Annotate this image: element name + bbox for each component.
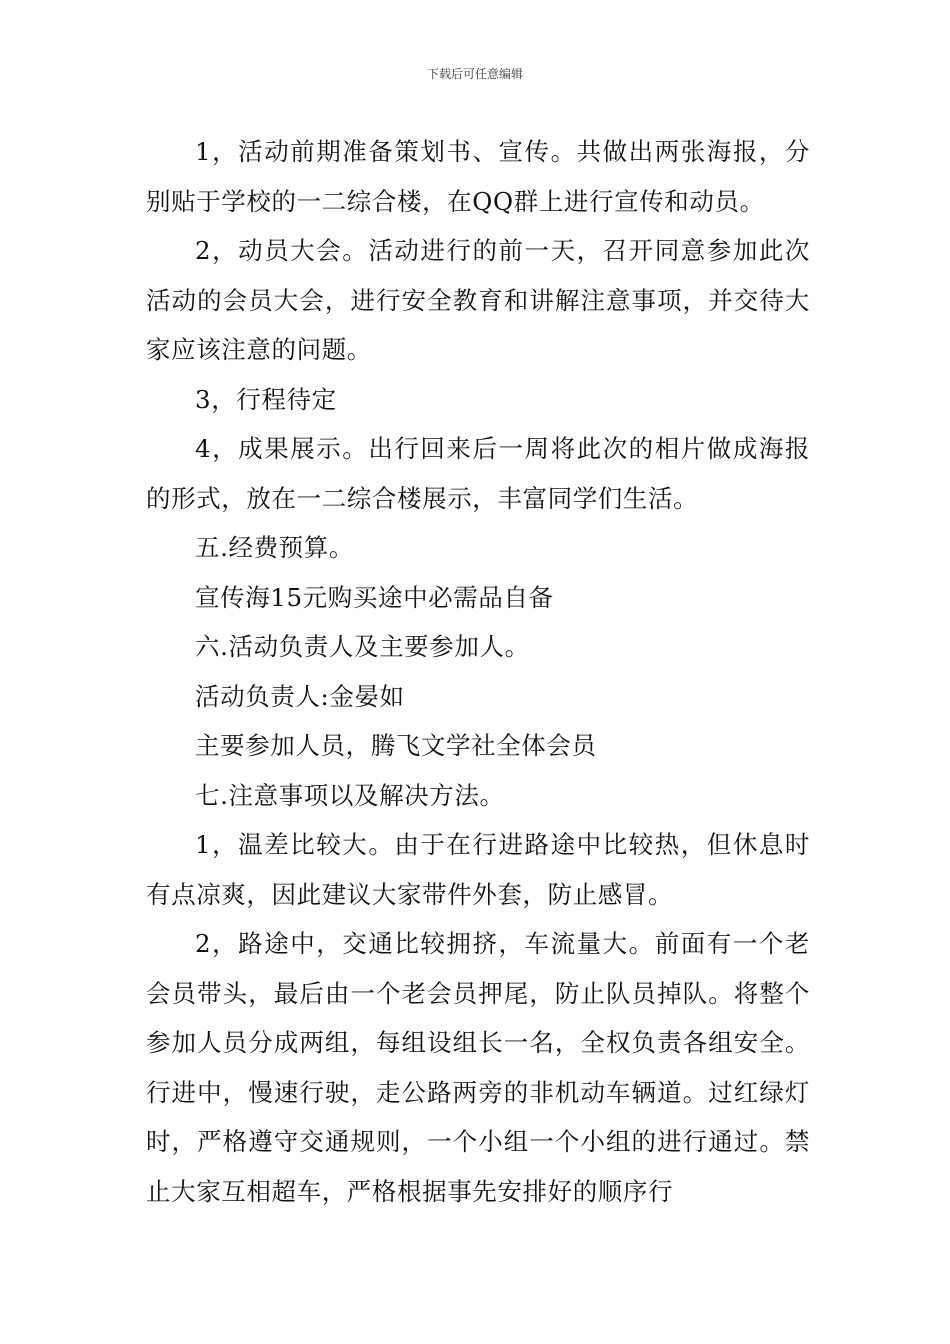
paragraph-budget-detail: 宣传海15元购买途中必需品自备 bbox=[195, 582, 554, 612]
paragraph-temperature: 1，温差比较大。由于在行进路途中比较热，但休息时有点凉爽，因此建议大家带件外套，防止感冒。 bbox=[146, 830, 810, 909]
paragraph-itinerary: 3，行程待定 bbox=[195, 384, 337, 414]
section-heading-budget: 五.经费预算。 bbox=[195, 533, 354, 562]
paragraph-traffic: 2，路途中，交通比较拥挤，车流量大。前面有一个老会员带头，最后由一个老会员押尾，防止队员掉队。将整个参加人员分成两组，每组设组长一名，全权负责各组安全。行进中，慢速行驶，走公路两旁的非机动车辆道。过红绿灯时，严格遵守交通规则，一个小组一个小组的进行通过。禁止大家互相超车，严格根据事先安排好的顺序行 bbox=[146, 929, 810, 1206]
section-heading-precautions: 七.注意事项以及解决方法。 bbox=[195, 780, 505, 810]
section-heading-personnel: 六.活动负责人及主要参加人。 bbox=[195, 632, 530, 661]
paragraph-prep-planning: 1，活动前期准备策划书、宣传。共做出两张海报，分别贴于学校的一二综合楼，在QQ群上进行宣传和动员。 bbox=[146, 137, 810, 216]
paragraph-results-display: 4，成果展示。出行回来后一周将此次的相片做成海报的形式，放在一二综合楼展示，丰富同学们生活。 bbox=[146, 434, 810, 513]
page-header: 下载后可任意编辑 bbox=[426, 67, 523, 81]
document-body bbox=[146, 127, 810, 1216]
paragraph-participants: 主要参加人员，腾飞文学社全体会员 bbox=[195, 731, 597, 760]
paragraph-lead-person: 活动负责人:金晏如 bbox=[195, 681, 405, 711]
paragraph-mobilization-meeting: 2，动员大会。活动进行的前一天，召开同意参加此次活动的会员大会，进行安全教育和讲解注意事项，并交待大家应该注意的问题。 bbox=[146, 236, 810, 364]
